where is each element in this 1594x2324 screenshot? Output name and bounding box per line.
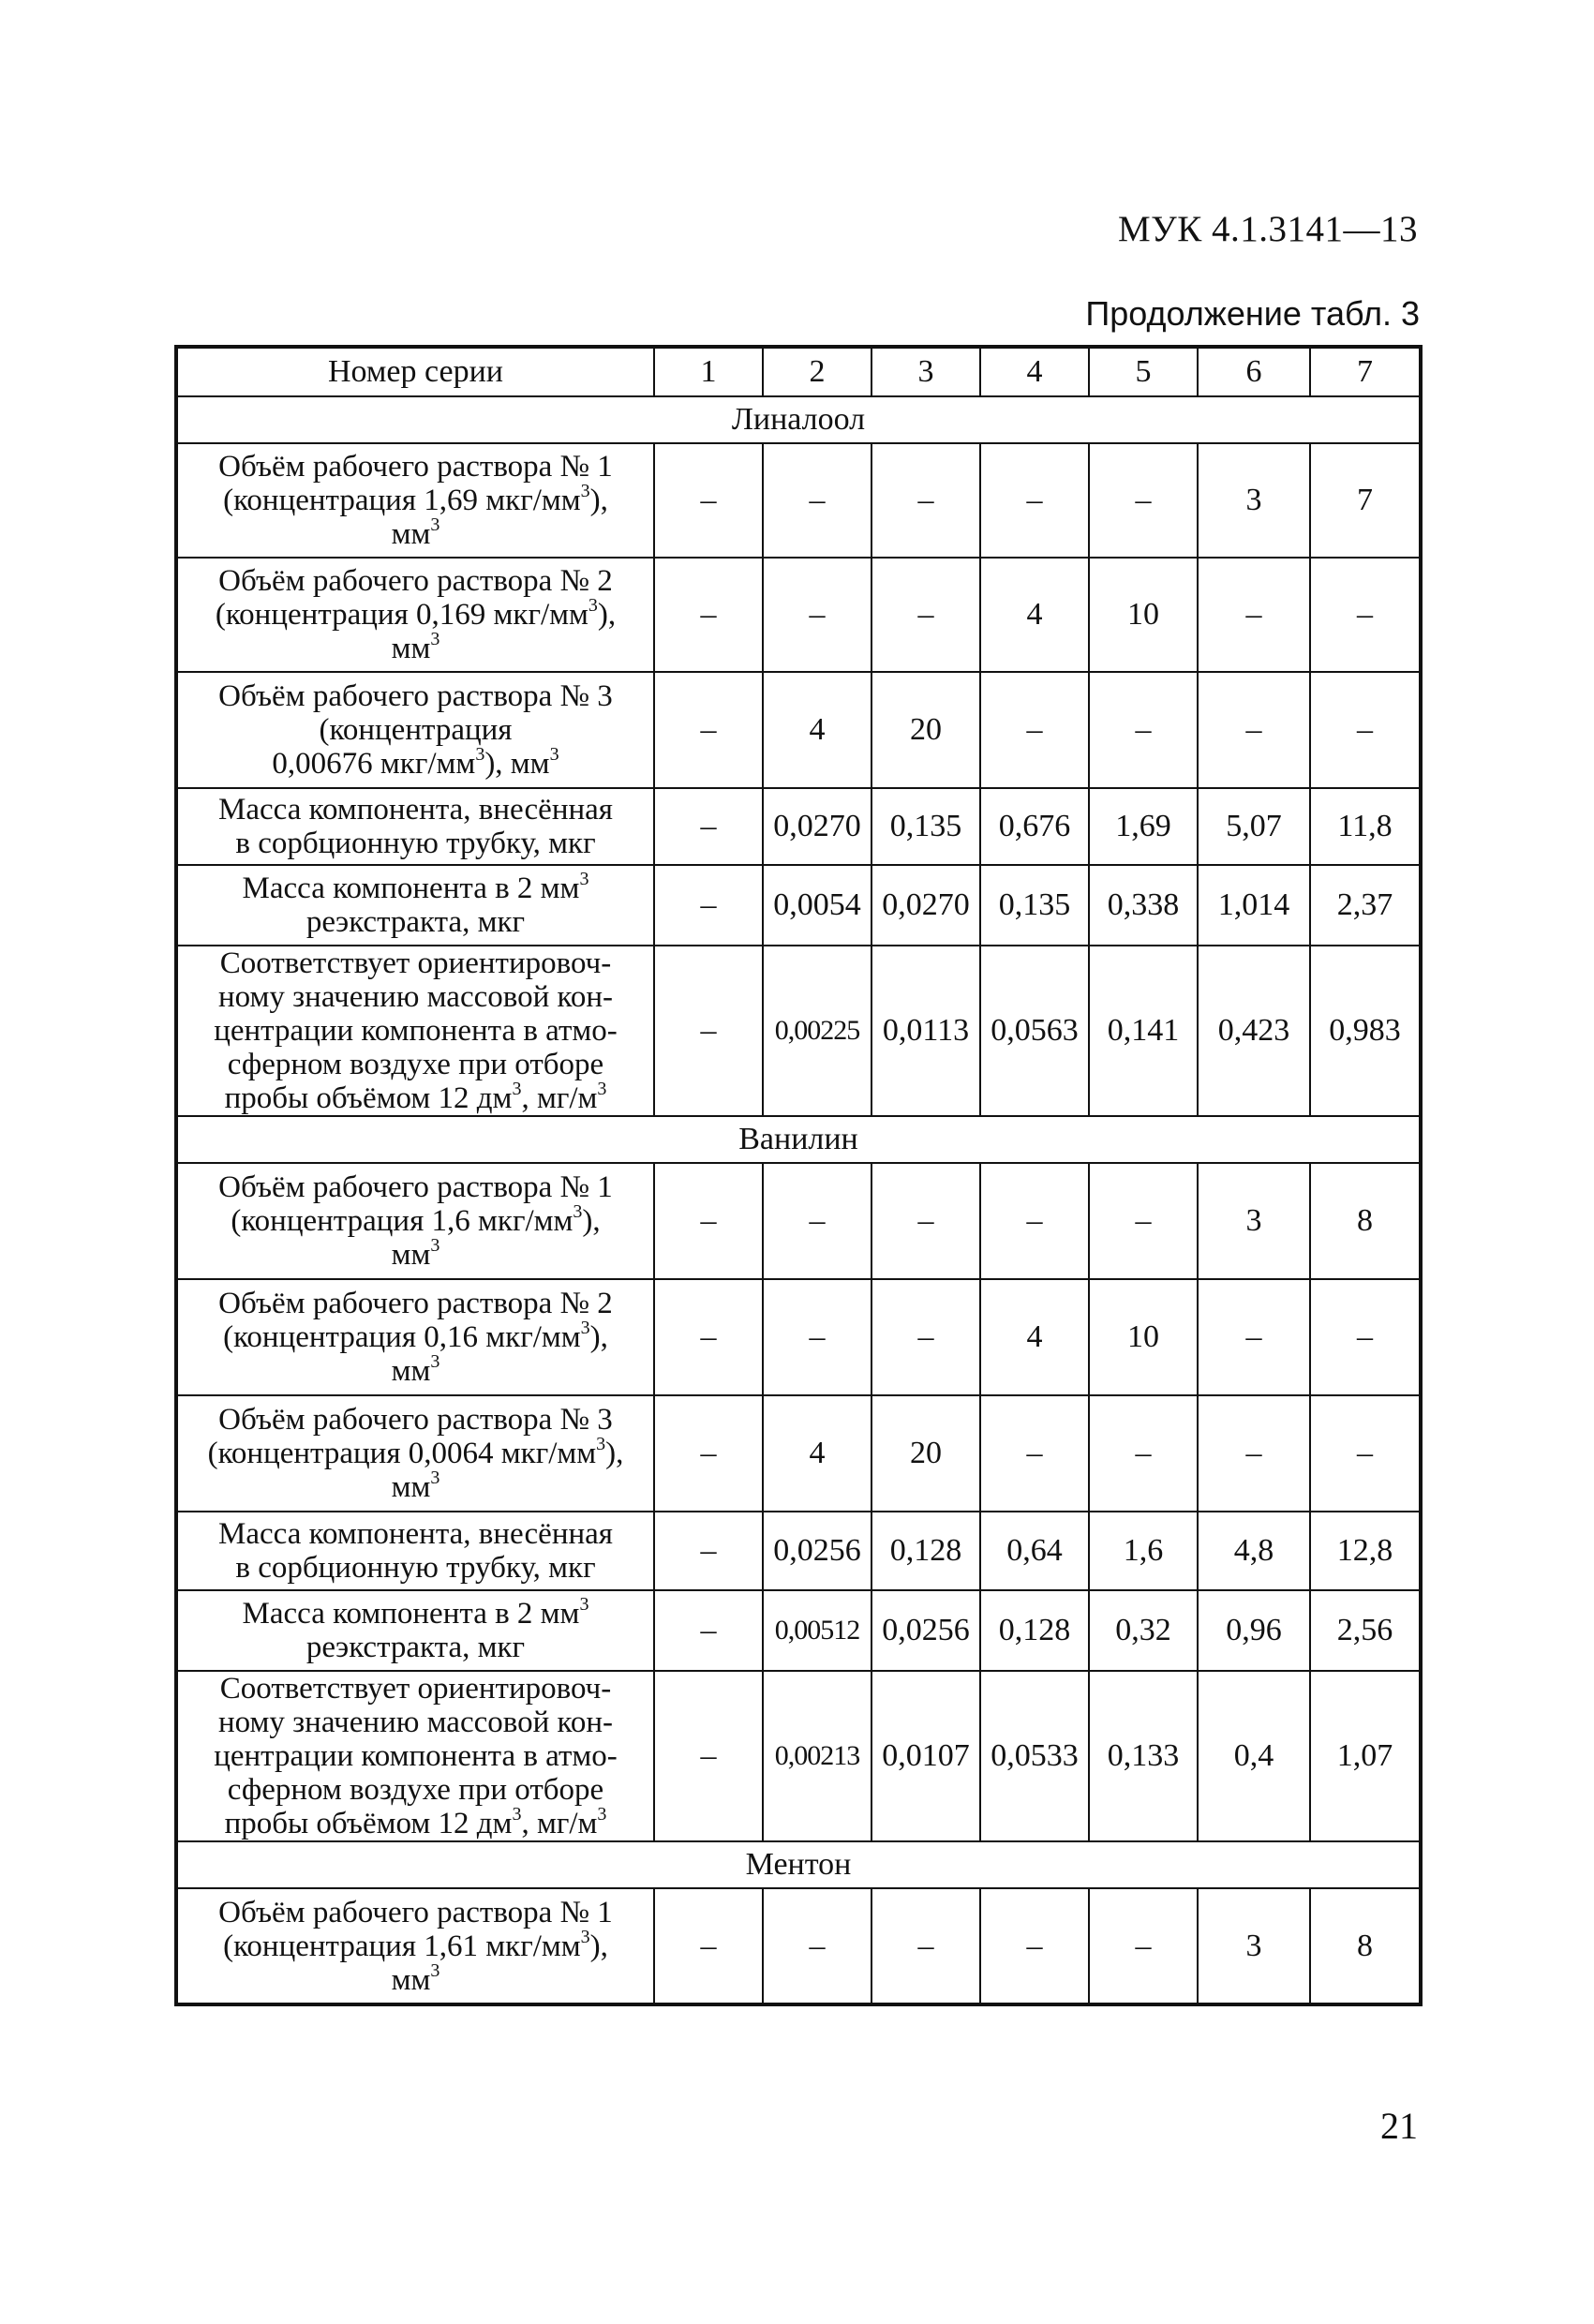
table-cell-series-2: 0,0270 <box>763 788 871 865</box>
label-line: мм <box>391 632 431 665</box>
table-cell-series-5: – <box>1089 1163 1198 1279</box>
table-cell-series-4: – <box>980 1888 1089 2004</box>
table-cell-series-2: – <box>763 1888 871 2004</box>
table-cell-series-7: – <box>1310 558 1421 672</box>
table-cell-series-5: – <box>1089 672 1198 788</box>
table-cell-series-3: 0,128 <box>871 1512 980 1590</box>
superscript: 3 <box>475 744 485 765</box>
table-cell-series-3: 20 <box>871 672 980 788</box>
label-text: ), мм <box>484 747 550 781</box>
label-line: Объём рабочего раствора № 2 <box>218 564 613 598</box>
table-cell-series-4: 0,0533 <box>980 1671 1089 1841</box>
section-title: Ментон <box>176 1841 1421 1888</box>
header-col-5: 5 <box>1089 347 1198 396</box>
label-line: в сорбционную трубку, мкг <box>235 827 596 860</box>
table-cell-series-1: – <box>654 865 763 946</box>
table-cell-series-7: – <box>1310 1395 1421 1512</box>
row-parameter-label <box>176 946 654 1116</box>
label-line: в сорбционную трубку, мкг <box>235 1551 596 1585</box>
table-row <box>176 788 1421 865</box>
label-line: реэкстракта, мкг <box>305 905 526 939</box>
row-parameter-label <box>176 788 654 865</box>
superscript: 3 <box>430 1351 440 1372</box>
label-line: Объём рабочего раствора № 1 <box>218 1895 613 1929</box>
label-text: ), <box>605 1437 624 1470</box>
table-cell-series-2: 4 <box>763 672 871 788</box>
table-cell-series-6: 4,8 <box>1198 1512 1310 1590</box>
label-text: ), <box>582 1204 601 1238</box>
label-line: Масса компонента, внесённая <box>218 1517 613 1551</box>
table-cell-series-5: 0,32 <box>1089 1590 1198 1671</box>
label-line: Соответствует ориентировоч- <box>219 946 612 980</box>
table-cell-series-3: – <box>871 1888 980 2004</box>
superscript: 3 <box>579 1594 589 1615</box>
superscript: 3 <box>596 1434 606 1454</box>
row-parameter-label <box>176 1888 654 2004</box>
label-line: центрации компонента в атмо- <box>214 1014 618 1048</box>
label-line: (концентрация <box>319 713 513 747</box>
label-text: ), <box>589 484 608 517</box>
table-cell-series-6: 5,07 <box>1198 788 1310 865</box>
table-cell-series-7: 8 <box>1310 1163 1421 1279</box>
table-row <box>176 1590 1421 1671</box>
label-line: центрации компонента в атмо- <box>214 1739 618 1773</box>
label-line: мм <box>391 517 431 551</box>
table-row <box>176 443 1421 558</box>
table-cell-series-5: 1,69 <box>1089 788 1198 865</box>
superscript: 3 <box>549 744 559 765</box>
table-cell-series-1: – <box>654 443 763 558</box>
table-cell-series-2: 0,0256 <box>763 1512 871 1590</box>
row-parameter-label <box>176 1512 654 1590</box>
row-parameter-label <box>176 1590 654 1671</box>
table-cell-series-1: – <box>654 1163 763 1279</box>
table-cell-series-4: 0,676 <box>980 788 1089 865</box>
table-cell-series-6: 0,4 <box>1198 1671 1310 1841</box>
table-cell-series-6: 3 <box>1198 1163 1310 1279</box>
label-line: ному значению массовой кон- <box>217 980 614 1014</box>
superscript: 3 <box>512 1079 522 1099</box>
table-continuation-caption: Продолжение табл. 3 <box>1085 294 1420 333</box>
superscript: 3 <box>430 629 440 649</box>
table-row <box>176 946 1421 1116</box>
table-cell-series-2: – <box>763 443 871 558</box>
label-text: ), <box>597 598 617 632</box>
table-cell-series-4: – <box>980 443 1089 558</box>
table-cell-series-7: 8 <box>1310 1888 1421 2004</box>
table-cell-series-2: – <box>763 558 871 672</box>
section-row <box>176 396 1421 443</box>
table-cell-series-6: 3 <box>1198 443 1310 558</box>
table-row <box>176 1512 1421 1590</box>
label-line: (концентрация 0,0064 мкг/мм <box>207 1437 597 1470</box>
table-cell-series-6: 0,423 <box>1198 946 1310 1116</box>
label-text: , мг/м <box>521 1807 598 1840</box>
table-cell-series-2: 0,00213 <box>763 1671 871 1841</box>
table-cell-series-3: 20 <box>871 1395 980 1512</box>
superscript: 3 <box>588 595 598 616</box>
header-col-4: 4 <box>980 347 1089 396</box>
table-cell-series-6: 1,014 <box>1198 865 1310 946</box>
table-cell-series-7: 11,8 <box>1310 788 1421 865</box>
table-row <box>176 1279 1421 1395</box>
superscript: 3 <box>430 1467 440 1488</box>
label-line: мм <box>391 1962 431 1997</box>
superscript: 3 <box>580 1318 590 1338</box>
row-parameter-label <box>176 1279 654 1395</box>
table-cell-series-5: 0,141 <box>1089 946 1198 1116</box>
superscript: 3 <box>430 1235 440 1256</box>
table-cell-series-4: – <box>980 672 1089 788</box>
table-cell-series-5: 10 <box>1089 1279 1198 1395</box>
table-cell-series-4: 0,135 <box>980 865 1089 946</box>
label-line: сферном воздухе при отборе <box>227 1048 604 1081</box>
label-line: 0,00676 мкг/мм <box>272 747 476 781</box>
section-title: Ванилин <box>176 1116 1421 1163</box>
table-cell-series-6: – <box>1198 558 1310 672</box>
table-cell-series-6: – <box>1198 672 1310 788</box>
table-cell-series-1: – <box>654 1395 763 1512</box>
superscript: 3 <box>597 1804 607 1825</box>
table-cell-series-1: – <box>654 1671 763 1841</box>
table-cell-series-3: 0,0113 <box>871 946 980 1116</box>
table-cell-series-5: – <box>1089 1888 1198 2004</box>
row-parameter-label <box>176 1163 654 1279</box>
table-cell-series-7: 2,56 <box>1310 1590 1421 1671</box>
section-row <box>176 1116 1421 1163</box>
label-line: Объём рабочего раствора № 2 <box>218 1287 613 1320</box>
row-parameter-label <box>176 1671 654 1841</box>
table-row <box>176 672 1421 788</box>
table-cell-series-7: 2,37 <box>1310 865 1421 946</box>
table-cell-series-1: – <box>654 788 763 865</box>
table-cell-series-1: – <box>654 1590 763 1671</box>
table-cell-series-6: 3 <box>1198 1888 1310 2004</box>
concentration-table <box>174 345 1423 2006</box>
table-cell-series-2: 0,00512 <box>763 1590 871 1671</box>
table-cell-series-6: – <box>1198 1279 1310 1395</box>
table-cell-series-4: 0,64 <box>980 1512 1089 1590</box>
label-line: Масса компонента в 2 мм <box>242 1597 580 1631</box>
table-cell-series-7: 1,07 <box>1310 1671 1421 1841</box>
superscript: 3 <box>573 1201 583 1222</box>
superscript: 3 <box>512 1804 522 1825</box>
table-cell-series-6: – <box>1198 1395 1310 1512</box>
label-text: , мг/м <box>521 1081 598 1115</box>
row-parameter-label <box>176 558 654 672</box>
row-parameter-label <box>176 865 654 946</box>
table-cell-series-4: 4 <box>980 1279 1089 1395</box>
table-row <box>176 1395 1421 1512</box>
table-cell-series-4: 4 <box>980 558 1089 672</box>
table-cell-series-1: – <box>654 1512 763 1590</box>
label-line: реэкстракта, мкг <box>305 1631 526 1664</box>
label-line: сферном воздухе при отборе <box>227 1773 604 1807</box>
table-header-row <box>176 347 1421 396</box>
table-row <box>176 558 1421 672</box>
table-cell-series-3: 0,0107 <box>871 1671 980 1841</box>
header-col-2: 2 <box>763 347 871 396</box>
table-row <box>176 1163 1421 1279</box>
table-cell-series-3: 0,135 <box>871 788 980 865</box>
label-line: Масса компонента, внесённая <box>218 793 613 827</box>
label-text: ), <box>589 1929 608 1963</box>
label-line: пробы объёмом 12 дм <box>224 1807 513 1840</box>
page-number: 21 <box>1380 2105 1418 2147</box>
table-cell-series-7: 0,983 <box>1310 946 1421 1116</box>
header-series-number: Номер серии <box>176 347 654 396</box>
table-cell-series-7: – <box>1310 1279 1421 1395</box>
table-cell-series-3: – <box>871 1163 980 1279</box>
table-cell-series-3: – <box>871 1279 980 1395</box>
table-cell-series-1: – <box>654 558 763 672</box>
label-line: Объём рабочего раствора № 3 <box>218 1403 613 1437</box>
table-cell-series-3: 0,0270 <box>871 865 980 946</box>
label-line: Объём рабочего раствора № 3 <box>218 679 613 713</box>
table-row <box>176 1888 1421 2004</box>
table-cell-series-1: – <box>654 1279 763 1395</box>
table-row <box>176 1671 1421 1841</box>
section-title: Линалоол <box>176 396 1421 443</box>
table-cell-series-5: 0,133 <box>1089 1671 1198 1841</box>
label-line: Масса компонента в 2 мм <box>242 872 580 905</box>
table-cell-series-7: 7 <box>1310 443 1421 558</box>
table-cell-series-7: 12,8 <box>1310 1512 1421 1590</box>
table-cell-series-5: 10 <box>1089 558 1198 672</box>
table-cell-series-1: – <box>654 1888 763 2004</box>
label-line: мм <box>391 1238 431 1272</box>
row-parameter-label <box>176 672 654 788</box>
header-col-6: 6 <box>1198 347 1310 396</box>
table-cell-series-3: 0,0256 <box>871 1590 980 1671</box>
label-line: (концентрация 1,61 мкг/мм <box>223 1929 581 1963</box>
document-code: МУК 4.1.3141—13 <box>1117 209 1418 249</box>
superscript: 3 <box>579 869 589 889</box>
label-line: мм <box>391 1354 431 1388</box>
table-cell-series-4: – <box>980 1395 1089 1512</box>
label-line: (концентрация 0,16 мкг/мм <box>223 1320 581 1354</box>
label-line: мм <box>391 1470 431 1504</box>
table-cell-series-4: 0,128 <box>980 1590 1089 1671</box>
superscript: 3 <box>597 1079 607 1099</box>
superscript: 3 <box>430 1959 440 1981</box>
table-cell-series-4: – <box>980 1163 1089 1279</box>
table-cell-series-5: – <box>1089 1395 1198 1512</box>
table-cell-series-2: 4 <box>763 1395 871 1512</box>
header-col-3: 3 <box>871 347 980 396</box>
superscript: 3 <box>580 481 590 501</box>
table-cell-series-5: 1,6 <box>1089 1512 1198 1590</box>
table-cell-series-7: – <box>1310 672 1421 788</box>
superscript: 3 <box>580 1926 590 1947</box>
label-line: Объём рабочего раствора № 1 <box>218 450 613 484</box>
table-cell-series-1: – <box>654 672 763 788</box>
row-parameter-label <box>176 443 654 558</box>
label-line: (концентрация 1,69 мкг/мм <box>223 484 581 517</box>
table-cell-series-6: 0,96 <box>1198 1590 1310 1671</box>
table-row <box>176 865 1421 946</box>
table-cell-series-2: 0,00225 <box>763 946 871 1116</box>
table-cell-series-2: 0,0054 <box>763 865 871 946</box>
header-col-1: 1 <box>654 347 763 396</box>
table-cell-series-3: – <box>871 443 980 558</box>
label-line: (концентрация 0,169 мкг/мм <box>215 598 588 632</box>
label-line: (концентрация 1,6 мкг/мм <box>231 1204 574 1238</box>
row-parameter-label <box>176 1395 654 1512</box>
table-cell-series-2: – <box>763 1163 871 1279</box>
table-cell-series-5: – <box>1089 443 1198 558</box>
label-line: Объём рабочего раствора № 1 <box>218 1170 613 1204</box>
superscript: 3 <box>430 514 440 535</box>
label-line: ному значению массовой кон- <box>217 1706 614 1739</box>
label-line: Соответствует ориентировоч- <box>219 1672 612 1706</box>
table-cell-series-1: – <box>654 946 763 1116</box>
header-col-7: 7 <box>1310 347 1421 396</box>
section-row <box>176 1841 1421 1888</box>
label-line: пробы объёмом 12 дм <box>224 1081 513 1115</box>
table-cell-series-5: 0,338 <box>1089 865 1198 946</box>
table-cell-series-4: 0,0563 <box>980 946 1089 1116</box>
table-cell-series-3: – <box>871 558 980 672</box>
table-cell-series-2: – <box>763 1279 871 1395</box>
label-text: ), <box>589 1320 608 1354</box>
